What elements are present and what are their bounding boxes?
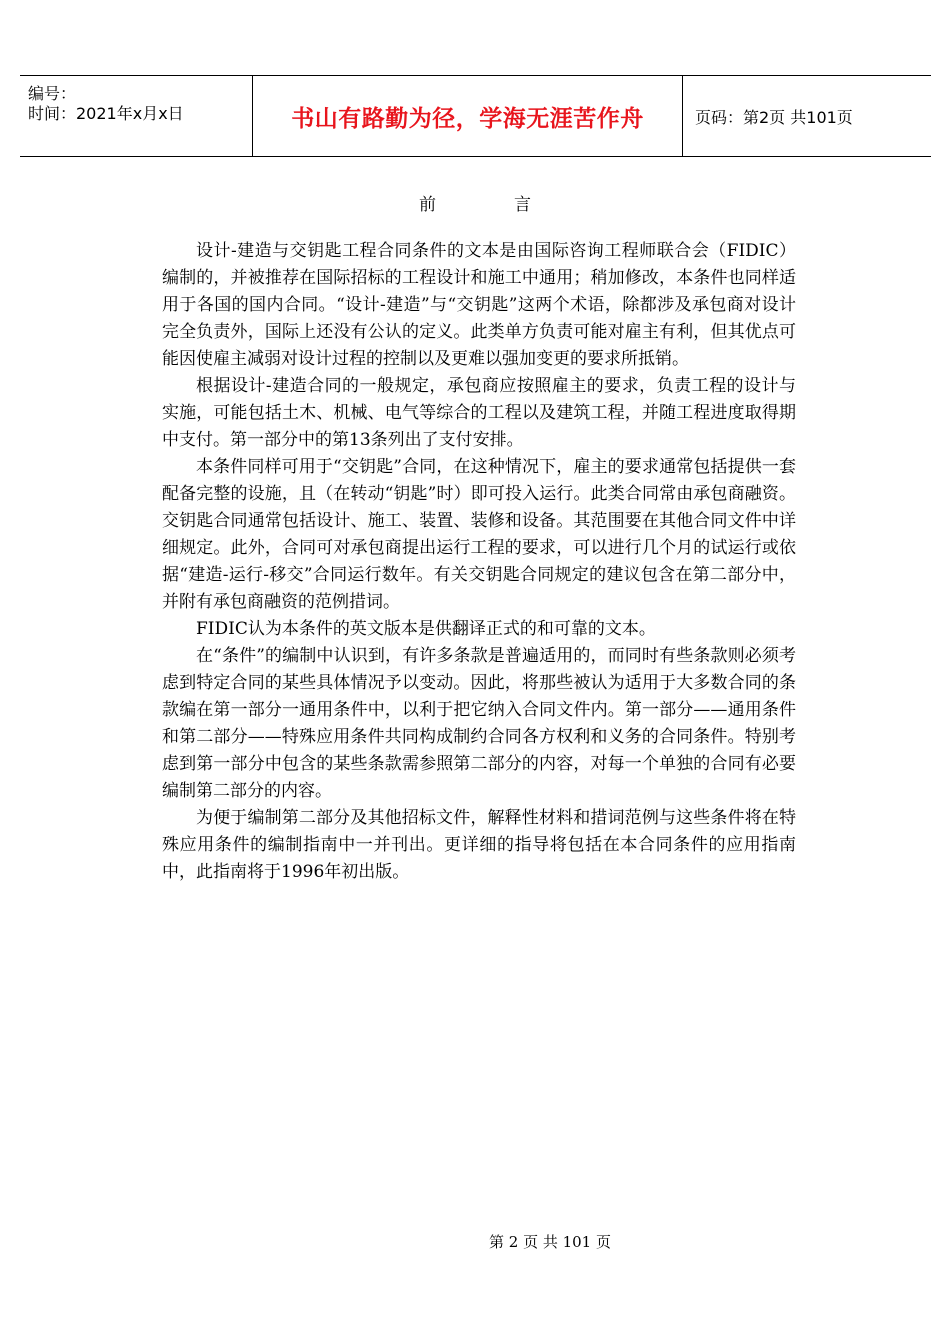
document-time-label: 时间：2021年x月x日 — [28, 104, 184, 123]
header-page-label: 页码：第2页 共101页 — [695, 107, 853, 127]
page-footer: 第 2 页 共 101 页 — [488, 1233, 611, 1251]
document-number-label: 编号： — [28, 84, 77, 103]
header-left-cell — [20, 76, 252, 156]
paragraph: 本条件同样可用于“交钥匙”合同，在这种情况下，雇主的要求通常包括提供一套配备完整的设施，且（在转动“钥匙”时）即可投入运行。此类合同常由承包商融资。交钥匙合同通常包括设计、施工、装置、装修和设备。其范围要在其他合同文件中详细规定。此外，合同可对承包商提出运行工程的要求，可以进行几个月的试运行或依据“建造-运行-移交”合同运行数年。有关交钥匙合同规定的建议包含在第二部分中，并附有承包商融资的范例措词。 — [162, 457, 796, 612]
page-title: 前言 — [419, 195, 609, 215]
paragraph: 设计-建造与交钥匙工程合同条件的文本是由国际咨询工程师联合会（FIDIC）编制的，并被推荐在国际招标的工程设计和施工中通用；稍加修改，本条件也同样适用于各国的国内合同。“设计-建造”与“交钥匙”这两个术语，除都涉及承包商对设计完全负责外，国际上还没有公认的定义。此类单方负责可能对雇主有利，但其优点可能因使雇主减弱对设计过程的控制以及更难以强加变更的要求所抵销。 — [162, 241, 796, 369]
header-motto-cell — [252, 76, 683, 156]
header-motto: 书山有路勤为径，学海无涯苦作舟 — [291, 105, 644, 132]
paragraph: 在“条件”的编制中认识到，有许多条款是普遍适用的，而同时有些条款则必须考虑到特定合同的某些具体情况予以变动。因此，将那些被认为适用于大多数合同的条款编在第一部分一通用条件中，以利于把它纳入合同文件内。第一部分——通用条件和第二部分——特殊应用条件共同构成制约合同各方权利和义务的合同条件。特别考虑到第一部分中包含的某些条款需参照第二部分的内容，对每一个单独的合同有必要编制第二部分的内容。 — [162, 646, 796, 801]
header-page-cell — [683, 76, 931, 156]
paragraph: FIDIC认为本条件的英文版本是供翻译正式的和可靠的文本。 — [196, 619, 656, 639]
paragraph: 根据设计-建造合同的一般规定，承包商应按照雇主的要求，负责工程的设计与实施，可能包括土木、机械、电气等综合的工程以及建筑工程，并随工程进度取得期中支付。第一部分中的第13条列出了支付安排。 — [162, 376, 796, 450]
paragraph: 为便于编制第二部分及其他招标文件，解释性材料和措词范例与这些条件将在特殊应用条件的编制指南中一并刊出。更详细的指导将包括在本合同条件的应用指南中，此指南将于1996年初出版。 — [162, 808, 796, 882]
body-text — [162, 238, 796, 886]
document-header — [20, 75, 931, 157]
